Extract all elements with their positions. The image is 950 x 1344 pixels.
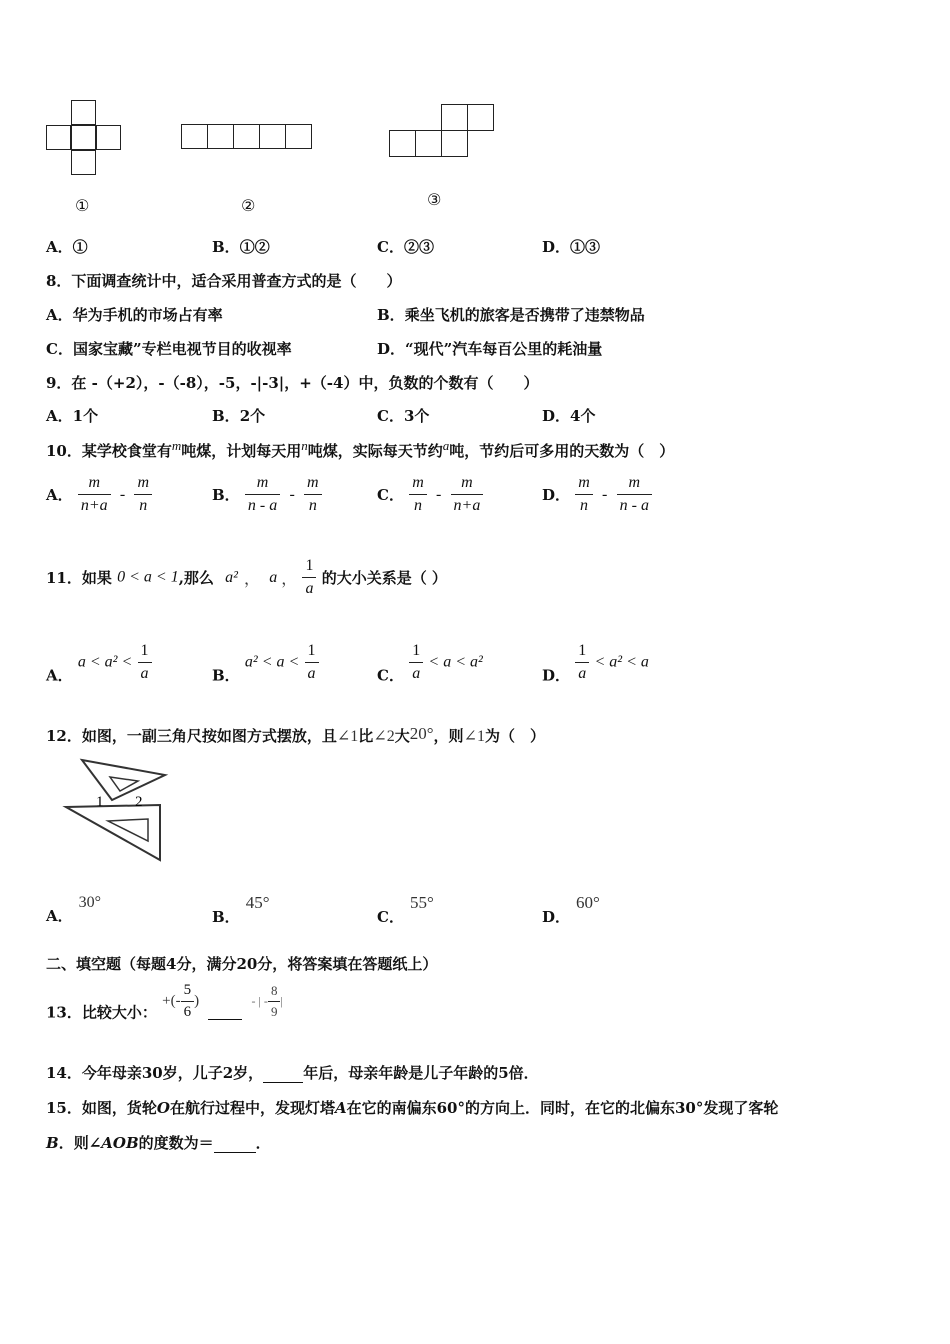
denominator: a <box>575 662 589 683</box>
denominator: n <box>134 494 152 515</box>
fraction <box>78 474 111 515</box>
denominator: n+a <box>451 494 484 515</box>
net-cell <box>207 124 234 149</box>
stem-text: 在航行过程中，发现灯塔 <box>169 1099 335 1117</box>
stem-text: 15．如图，货轮 <box>46 1099 157 1117</box>
denominator: a <box>305 662 319 683</box>
net-cell <box>467 104 494 131</box>
figure-label-angle-1: 1 <box>96 794 104 810</box>
fraction <box>575 642 589 683</box>
expression-left: ) <box>194 993 200 1009</box>
stem-text: 的度数为＝ <box>138 1134 214 1152</box>
denominator: a <box>302 577 316 598</box>
stem-text: 14．今年母亲30岁，儿子2岁， <box>46 1064 264 1082</box>
option-text: 30° <box>78 894 102 911</box>
option-text: “现代”汽车每百公里的耗油量 <box>405 340 603 358</box>
option-letter: B． <box>212 486 240 504</box>
denominator: a <box>138 662 152 683</box>
option-letter: A． <box>46 407 73 425</box>
angle-1: ∠1 <box>463 728 485 745</box>
fraction <box>245 474 280 515</box>
option-letter: D． <box>542 486 571 504</box>
expression-right: - | - <box>251 994 268 1008</box>
q7-option-a <box>46 236 88 257</box>
q9-option-b <box>212 405 265 426</box>
net-cell <box>441 130 468 157</box>
expression: < a² < a <box>594 653 649 671</box>
option-letter: B． <box>212 666 240 685</box>
option-letter: A． <box>46 306 73 324</box>
stem-text: 大 <box>394 727 410 745</box>
expression: < a < a² <box>428 653 483 671</box>
q11-option-b <box>212 642 319 686</box>
angle-aob: AOB <box>101 1134 139 1152</box>
q9-option-d <box>542 405 595 426</box>
var-n: n <box>301 438 308 453</box>
numerator: m <box>412 474 424 491</box>
q8-option-a <box>46 304 223 325</box>
q11-option-c <box>377 642 483 686</box>
point-a: A <box>334 1099 347 1117</box>
stem-text: 在它的南偏东60°的方向上．同时，在它的北偏东30°发现了客轮 <box>346 1099 779 1117</box>
net-cell <box>71 150 96 175</box>
net-cell <box>71 100 96 125</box>
q14-stem <box>46 1062 539 1083</box>
option-text: ②③ <box>403 238 434 256</box>
fraction <box>305 642 319 683</box>
q7-option-d <box>542 236 600 257</box>
option-text: 乘坐飞机的旅客是否携带了违禁物品 <box>404 306 645 324</box>
numerator: m <box>307 474 319 491</box>
expression-left: +(- <box>162 993 181 1009</box>
q8-option-d <box>377 338 602 359</box>
numerator: m <box>88 474 101 491</box>
option-text: 国家宝藏”专栏电视节目的收视率 <box>72 340 292 358</box>
option-letter: C． <box>377 407 404 425</box>
option-letter: C． <box>377 238 404 256</box>
denominator: n+a <box>78 494 111 515</box>
figure-label-1: ① <box>75 196 90 215</box>
option-text: 45° <box>245 893 270 912</box>
net-cell <box>415 130 442 157</box>
stem-text: ，则 <box>433 727 464 745</box>
stem-text: 吨煤，实际每天节约 <box>307 442 443 460</box>
option-text: 4个 <box>570 407 596 425</box>
angle-1: ∠1 <box>336 728 359 745</box>
q12-option-a <box>46 893 101 926</box>
numerator: 1 <box>140 642 149 659</box>
net-cell <box>233 124 260 149</box>
fraction <box>575 474 593 515</box>
lower-triangle <box>66 805 160 860</box>
option-text: 2个 <box>239 407 266 425</box>
point-o: O <box>156 1099 170 1117</box>
numerator: m <box>461 474 473 491</box>
numerator: 1 <box>307 642 316 659</box>
stem-text: ．则∠ <box>58 1134 102 1152</box>
var-m: m <box>171 438 182 453</box>
stem-text: 吨煤，计划每天用 <box>181 442 302 460</box>
option-letter: B． <box>212 908 240 926</box>
fraction <box>138 642 152 683</box>
stem-text: ,那么 <box>178 569 214 587</box>
q12-option-b <box>212 893 270 927</box>
net-cell <box>96 125 121 150</box>
fraction <box>451 474 484 515</box>
option-letter: A． <box>46 238 73 256</box>
q7-option-c <box>377 236 434 257</box>
option-letter: D． <box>542 238 571 256</box>
option-letter: B． <box>212 238 240 256</box>
option-letter: D． <box>542 666 571 685</box>
minus-sign: - <box>119 485 126 503</box>
option-letter: D． <box>542 908 571 926</box>
expression: a < a² < <box>77 653 133 671</box>
option-letter: C． <box>377 908 404 926</box>
numerator: m <box>256 474 269 491</box>
denominator: 6 <box>181 1001 195 1021</box>
denominator: n <box>304 494 322 515</box>
q11-option-a <box>46 642 152 686</box>
numerator: 1 <box>305 557 314 574</box>
point-b: B <box>46 1134 59 1152</box>
stem-text: 的大小关系是（ ） <box>321 569 447 587</box>
minus-sign: - <box>289 485 295 503</box>
fraction <box>304 474 322 515</box>
net-cell <box>285 124 312 149</box>
denominator: a <box>409 662 423 683</box>
q9-option-a <box>46 405 98 426</box>
option-letter: D． <box>377 340 406 358</box>
q11-stem: 11．如果 0 < a < 1,那么 a² ， a ， $\frac{1}{a}$ 的大小关系是（ ） <box>46 557 447 597</box>
stem-text: 10．某学校食堂有 <box>46 442 172 460</box>
option-letter: A． <box>46 907 73 925</box>
stem-text: 吨，节约后可多用的天数为（ ） <box>449 442 675 460</box>
denominator: n - a <box>245 494 280 515</box>
figure-label-angle-2: 2 <box>135 794 143 810</box>
option-letter: B． <box>377 306 405 324</box>
q10-stem <box>46 438 674 461</box>
option-text: 60° <box>576 893 600 912</box>
answer-blank[interactable] <box>263 1082 303 1083</box>
lower-triangle-inner <box>108 819 148 841</box>
stem-text: ． <box>255 1134 271 1152</box>
option-letter: B． <box>212 407 240 425</box>
q11-option-d <box>542 642 649 686</box>
figure-label-2: ② <box>241 196 256 215</box>
option-letter: D． <box>542 407 571 425</box>
minus-sign: - <box>435 485 442 503</box>
option-text: 3个 <box>403 407 430 425</box>
fraction <box>617 474 652 515</box>
q12-option-c <box>377 893 434 927</box>
q10-option-b <box>212 474 322 515</box>
numerator: m <box>578 474 590 491</box>
fraction <box>134 474 152 515</box>
numerator: m <box>137 474 150 491</box>
fraction <box>181 982 195 1021</box>
net-cell <box>181 124 208 149</box>
stem-text: 13．比较大小： <box>46 1003 157 1022</box>
option-letter: C． <box>377 666 404 685</box>
fraction <box>268 983 281 1020</box>
fraction <box>302 557 316 598</box>
answer-blank[interactable] <box>208 1019 242 1020</box>
var-a: a <box>442 438 450 453</box>
q12-option-d <box>542 893 600 927</box>
stem-text: 比 <box>358 727 374 745</box>
term-a-squared: a² <box>225 568 238 586</box>
answer-blank[interactable] <box>214 1152 256 1153</box>
q15-stem-line2 <box>46 1132 271 1153</box>
numerator: 1 <box>578 642 587 659</box>
q8-stem: 8．下面调查统计中，适合采用普查方式的是（ ） <box>46 272 402 290</box>
net-cell <box>389 130 416 157</box>
option-text: 55° <box>409 893 434 912</box>
q10-option-d <box>542 474 652 515</box>
option-text: 1个 <box>72 407 99 425</box>
fraction <box>409 474 427 515</box>
q7-option-b <box>212 236 270 257</box>
net-cell <box>259 124 286 149</box>
upper-triangle <box>82 760 165 800</box>
option-letter: A． <box>46 486 73 504</box>
option-letter: A． <box>46 666 73 685</box>
minus-sign: - <box>602 485 608 503</box>
option-text: 华为手机的市场占有率 <box>72 306 223 324</box>
stem-text: 12．如图，一副三角尺按如图方式摆放，且 <box>46 727 337 745</box>
q9-option-c <box>377 405 429 426</box>
q10-option-a <box>46 474 152 515</box>
q12-stem <box>46 724 545 746</box>
expression-right: | <box>280 994 283 1008</box>
denominator: n <box>409 494 427 515</box>
section-title: 二、填空题（每题4分，满分20分，将答案填在答题纸上） <box>46 955 438 973</box>
term-a: a <box>269 568 278 586</box>
expression: a² < a < <box>244 653 300 671</box>
option-text: ① <box>72 238 88 256</box>
numerator: 8 <box>270 983 278 998</box>
stem-text: 年后，母亲年龄是儿子年龄的5倍． <box>303 1064 539 1082</box>
net-cell <box>71 125 96 150</box>
option-text: ①③ <box>570 238 601 256</box>
numerator: 1 <box>412 642 421 659</box>
condition: 0 < a < 1 <box>117 568 179 586</box>
net-cell <box>441 104 468 131</box>
angle-value: 20° <box>409 724 434 743</box>
option-text: ①② <box>239 238 270 256</box>
triangle-rulers-figure <box>60 755 175 865</box>
numerator: m <box>628 474 641 491</box>
option-letter: C． <box>46 340 73 358</box>
net-cell <box>46 125 71 150</box>
q15-stem-line1 <box>46 1097 778 1118</box>
angle-2: ∠2 <box>373 728 395 745</box>
q13-stem <box>46 982 283 1023</box>
figure-label-3: ③ <box>427 190 442 209</box>
fraction <box>409 642 423 683</box>
stem-text: 为（ ） <box>484 727 545 745</box>
q8-option-b <box>377 304 645 325</box>
q10-option-c <box>377 474 483 515</box>
q8-option-c <box>46 338 292 359</box>
option-letter: C． <box>377 486 404 504</box>
denominator: 9 <box>268 1001 281 1020</box>
denominator: n <box>575 494 593 515</box>
stem-text: 11．如果 <box>46 569 112 587</box>
q9-stem: 9．在 -（+2），-（-8），-5，-|-3|，+（-4）中，负数的个数有（ ） <box>46 374 539 392</box>
numerator: 5 <box>183 982 192 998</box>
denominator: n - a <box>617 494 652 515</box>
